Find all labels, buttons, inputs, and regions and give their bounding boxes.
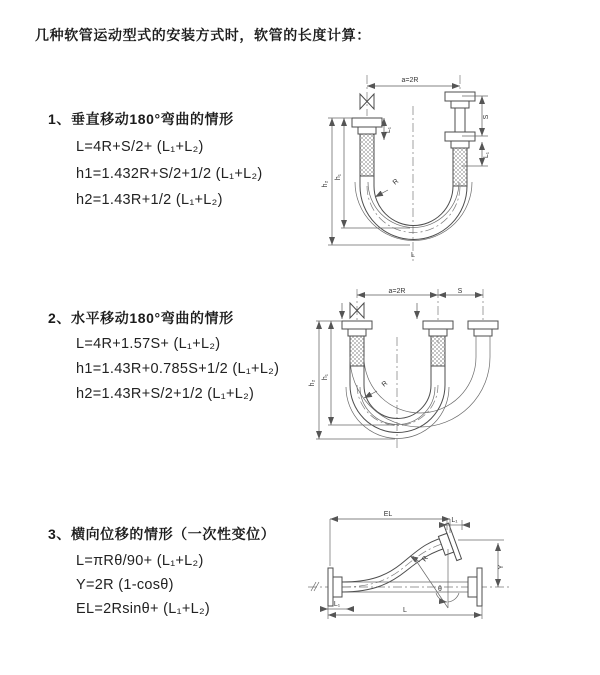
- break-mark: [311, 582, 319, 591]
- hose-assembly: [342, 303, 498, 439]
- angle-construction: [413, 549, 448, 608]
- dim-label-l: L: [403, 607, 407, 614]
- diagram-vertical-180-bend: [310, 70, 595, 265]
- section-2-formula-h2: h2=1.43R+S/2+1/2 (L₁+L₂): [76, 386, 255, 402]
- diagram-horizontal-180-bend: [305, 285, 600, 460]
- radius-label: R: [391, 177, 401, 187]
- valve-icon: [350, 303, 364, 318]
- hose-moved-position-outer: [350, 357, 490, 427]
- angle-label: θ: [438, 586, 442, 593]
- length-label: L: [411, 252, 415, 259]
- dim-label-h2: h₂: [309, 379, 316, 387]
- hose-displaced-wall-outer: [342, 536, 449, 582]
- braided-hose-right: [453, 148, 467, 186]
- section-3-formula-el: EL=2Rsinθ+ (L₁+L₂): [76, 601, 211, 617]
- dim-label-l1-right: L₁: [483, 151, 490, 159]
- dimension-lines: [320, 519, 504, 619]
- hose-displaced-wall-inner: [342, 546, 452, 592]
- dim-label-s: S: [457, 288, 463, 295]
- section-1-formula-h2: h2=1.43R+1/2 (L₁+L₂): [76, 192, 223, 208]
- section-3-formula-y: Y=2R (1-cosθ): [76, 577, 174, 593]
- section-3-heading: 3、横向位移的情形（一次性变位）: [48, 526, 276, 542]
- dim-label-h1: h₁: [335, 173, 342, 181]
- braided-hose-middle: [431, 336, 445, 366]
- section-1-formula-l: L=4R+S/2+ (L₁+L₂): [76, 139, 204, 155]
- centerlines: [357, 289, 483, 448]
- dim-label-h2: h₂: [322, 180, 329, 188]
- diagram-lateral-displacement: [300, 505, 600, 665]
- dim-label-s: S: [483, 114, 490, 120]
- centerlines: [367, 75, 460, 261]
- dim-label-a2r: a=2R: [388, 288, 406, 295]
- section-2-formula-l: L=4R+1.57S+ (L₁+L₂): [76, 336, 221, 352]
- dimension-lines: [316, 295, 483, 439]
- section-2-formula-h1: h1=1.43R+0.785S+1/2 (L₁+L₂): [76, 361, 280, 377]
- dim-label-y: Y: [498, 564, 505, 570]
- dim-label-l1-bottom: L₁: [333, 601, 341, 608]
- dim-label-h1: h₁: [322, 373, 329, 381]
- section-2-heading: 2、水平移动180°弯曲的情形: [48, 310, 234, 326]
- dim-label-l1-left: L₁: [385, 126, 392, 134]
- hose-assembly: [352, 92, 475, 241]
- braided-hose-left: [350, 336, 364, 366]
- section-1-heading: 1、垂直移动180°弯曲的情形: [48, 111, 234, 127]
- upper-flange: [435, 523, 461, 563]
- braided-hose-left: [360, 134, 374, 176]
- dim-label-l1-top: L₁: [451, 517, 458, 524]
- dim-label-a2r: a=2R: [401, 77, 419, 84]
- radius-label: R: [421, 554, 430, 564]
- hose-moved-position-inner: [364, 357, 476, 413]
- page-title: 几种软管运动型式的安装方式时，软管的长度计算：: [35, 27, 371, 43]
- section-1-formula-h1: h1=1.432R+S/2+1/2 (L₁+L₂): [76, 166, 263, 182]
- dim-label-el: EL: [383, 511, 393, 518]
- section-3-formula-l: L=πRθ/90+ (L₁+L₂): [76, 553, 204, 569]
- radius-label: R: [380, 379, 390, 389]
